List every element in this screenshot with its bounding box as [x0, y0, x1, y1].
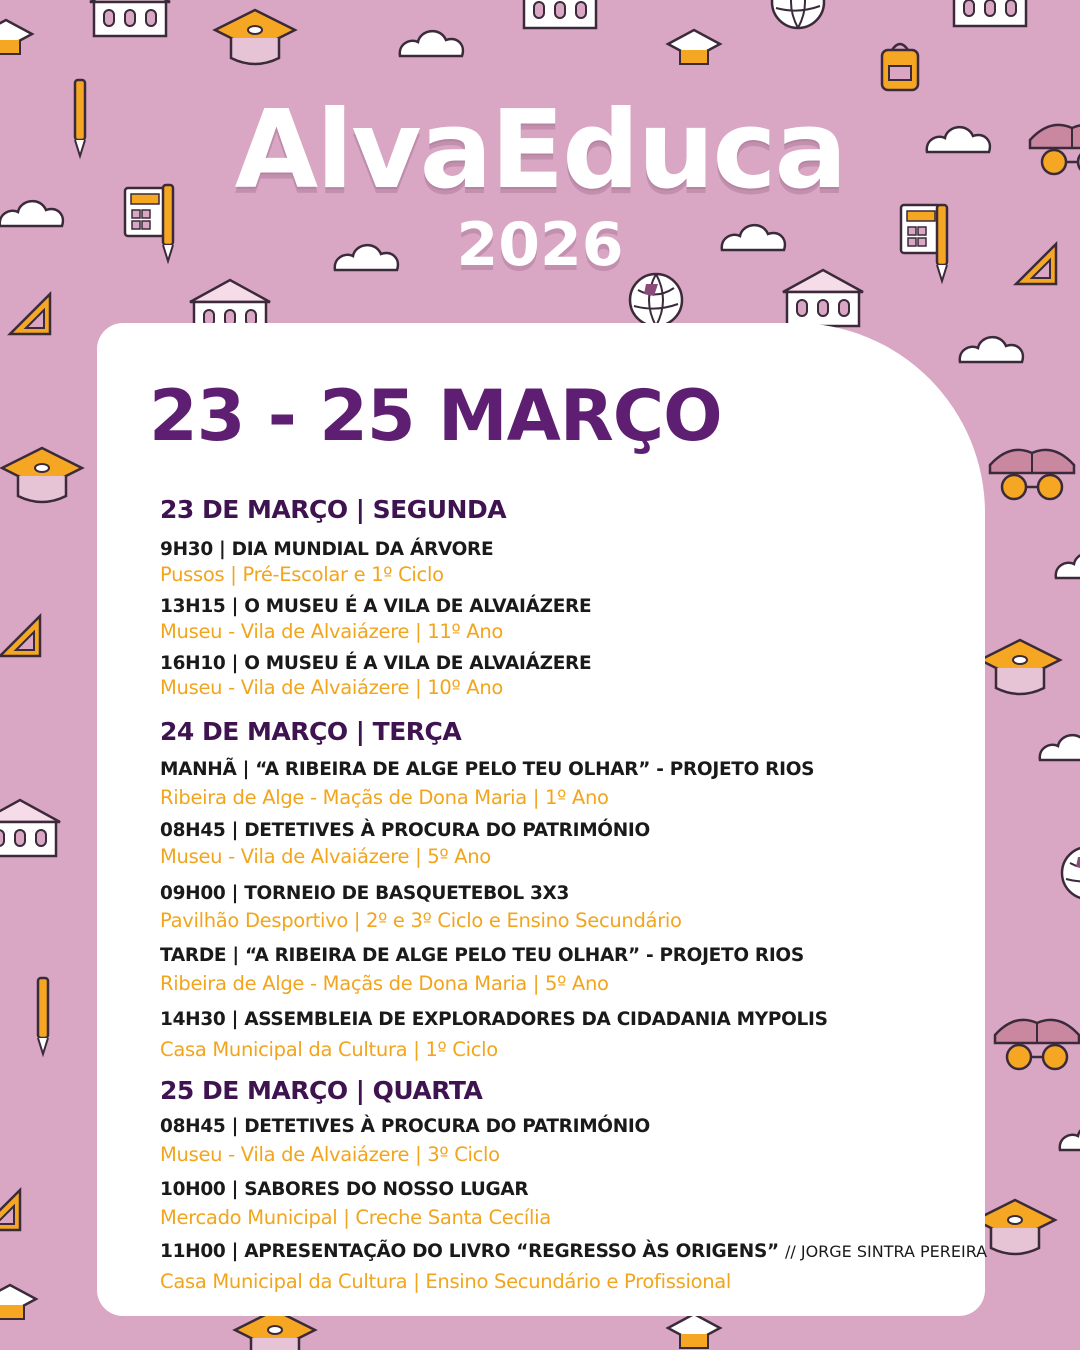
event-place: Museu - Vila de Alvaiázere | 5º Ano — [160, 845, 491, 868]
year-label: 2026 — [456, 210, 624, 280]
event-title: 09H00 | TORNEIO DE BASQUETEBOL 3X3 — [160, 883, 570, 904]
event-place: Casa Municipal da Cultura | 1º Ciclo — [160, 1038, 498, 1061]
event-place: Museu - Vila de Alvaiázere | 11º Ano — [160, 620, 504, 643]
day-heading: 25 DE MARÇO | QUARTA — [160, 1076, 483, 1105]
event-place: Museu - Vila de Alvaiázere | 3º Ciclo — [160, 1143, 500, 1166]
event-title: 08H45 | DETETIVES À PROCURA DO PATRIMÓNIO — [160, 1116, 650, 1137]
date-range-heading: 23 - 25 MARÇO — [149, 375, 722, 457]
day-heading: 23 DE MARÇO | SEGUNDA — [160, 495, 507, 524]
event-author: // JORGE SINTRA PEREIRA — [784, 1242, 988, 1261]
event-title-text: 11H00 | APRESENTAÇÃO DO LIVRO “REGRESSO ÀS ORIGENS” — [160, 1241, 779, 1262]
event-place: Casa Municipal da Cultura | Ensino Secundário e Profissional — [160, 1270, 732, 1293]
app-title: AlvaEduca — [234, 88, 846, 213]
event-title: 13H15 | O MUSEU É A VILA DE ALVAIÁZERE — [160, 596, 592, 617]
event-place: Pavilhão Desportivo | 2º e 3º Ciclo e Ensino Secundário — [160, 909, 682, 932]
event-title: MANHÃ | “A RIBEIRA DE ALGE PELO TEU OLHAR” - PROJETO RIOS — [160, 759, 815, 780]
day-heading: 24 DE MARÇO | TERÇA — [160, 717, 462, 746]
event-title: 9H30 | DIA MUNDIAL DA ÁRVORE — [160, 539, 494, 560]
event-title: 14H30 | ASSEMBLEIA DE EXPLORADORES DA CIDADANIA MYPOLIS — [160, 1009, 828, 1030]
event-title: TARDE | “A RIBEIRA DE ALGE PELO TEU OLHAR” - PROJETO RIOS — [160, 945, 804, 966]
event-place: Ribeira de Alge - Maçãs de Dona Maria | 1º Ano — [160, 786, 609, 809]
event-place: Pussos | Pré-Escolar e 1º Ciclo — [160, 563, 444, 586]
event-title — [160, 1241, 987, 1262]
event-place: Mercado Municipal | Creche Santa Cecília — [160, 1206, 551, 1229]
event-title: 10H00 | SABORES DO NOSSO LUGAR — [160, 1179, 529, 1200]
schedule-card — [97, 323, 988, 1316]
event-place: Ribeira de Alge - Maçãs de Dona Maria | 5º Ano — [160, 972, 609, 995]
event-title: 08H45 | DETETIVES À PROCURA DO PATRIMÓNIO — [160, 820, 650, 841]
event-place: Museu - Vila de Alvaiázere | 10º Ano — [160, 676, 504, 699]
event-title: 16H10 | O MUSEU É A VILA DE ALVAIÁZERE — [160, 653, 592, 674]
